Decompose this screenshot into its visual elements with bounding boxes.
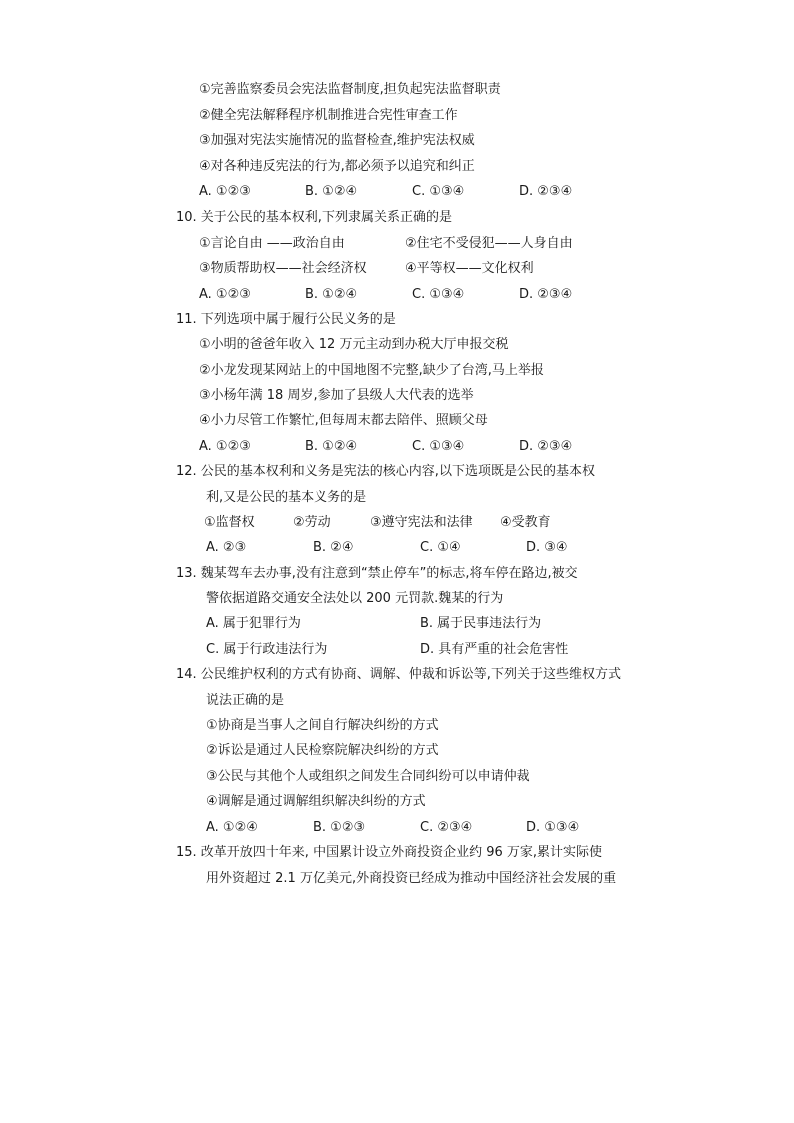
q12-stem-line-2: 利,又是公民的基本义务的是	[206, 490, 367, 505]
q10-option-a: A. ①②③	[199, 287, 251, 302]
q13-option-a: A. 属于犯罪行为	[206, 616, 301, 631]
q14-option-b: B. ①②③	[313, 820, 366, 835]
q14-option-a: A. ①②④	[206, 820, 258, 835]
q10-item-3: ③物质帮助权——社会经济权	[199, 261, 367, 276]
q11-item-4: ④小力尽管工作繁忙,但每周末都去陪伴、照顾父母	[199, 413, 488, 428]
q15-stem-line-2: 用外资超过 2.1 万亿美元,外商投资已经成为推动中国经济社会发展的重	[206, 871, 617, 886]
q9-option-d: D. ②③④	[519, 184, 573, 199]
q9-item-1: ①完善监察委员会宪法监督制度,担负起宪法监督职责	[199, 82, 501, 97]
q9-item-2: ②健全宪法解释程序机制推进合宪性审查工作	[199, 108, 458, 123]
q12-option-b: B. ②④	[313, 540, 354, 555]
q14-stem-line-2: 说法正确的是	[206, 693, 285, 708]
q10-option-c: C. ①③④	[412, 287, 465, 302]
q12-item-2: ②劳动	[293, 515, 331, 530]
q10-option-d: D. ②③④	[519, 287, 573, 302]
q12-item-1: ①监督权	[204, 515, 255, 530]
q10-item-4: ④平等权——文化权利	[405, 261, 534, 276]
q12-option-d: D. ③④	[526, 540, 568, 555]
q11-item-1: ①小明的爸爸年收入 12 万元主动到办税大厅申报交税	[199, 337, 509, 352]
q12-stem-line-1: 12. 公民的基本权利和义务是宪法的核心内容,以下选项既是公民的基本权	[176, 464, 595, 479]
q9-item-3: ③加强对宪法实施情况的监督检查,维护宪法权威	[199, 133, 475, 148]
q13-stem-line-2: 警依据道路交通安全法处以 200 元罚款.魏某的行为	[206, 591, 504, 606]
q11-option-a: A. ①②③	[199, 439, 251, 454]
q13-stem-line-1: 13. 魏某驾车去办事,没有注意到“禁止停车”的标志,将车停在路边,被交	[176, 566, 578, 581]
q13-option-d: D. 具有严重的社会危害性	[420, 642, 569, 657]
q14-item-3: ③公民与其他个人或组织之间发生合同纠纷可以申请仲裁	[206, 769, 530, 784]
q12-item-3: ③遵守宪法和法律	[370, 515, 473, 530]
q11-option-d: D. ②③④	[519, 439, 573, 454]
q14-option-c: C. ②③④	[420, 820, 473, 835]
q11-item-3: ③小杨年满 18 周岁,参加了县级人大代表的选举	[199, 388, 474, 403]
q15-stem-line-1: 15. 改革开放四十年来, 中国累计设立外商投资企业约 96 万家,累计实际使	[176, 845, 603, 860]
q14-item-4: ④调解是通过调解组织解决纠纷的方式	[206, 794, 426, 809]
q11-option-c: C. ①③④	[412, 439, 465, 454]
q11-stem: 11. 下列选项中属于履行公民义务的是	[176, 312, 396, 327]
q12-option-a: A. ②③	[206, 540, 247, 555]
q10-stem: 10. 关于公民的基本权利,下列隶属关系正确的是	[176, 210, 452, 225]
q14-item-1: ①协商是当事人之间自行解决纠纷的方式	[206, 718, 439, 733]
q12-item-4: ④受教育	[500, 515, 551, 530]
q13-option-b: B. 属于民事违法行为	[420, 616, 542, 631]
q12-option-c: C. ①④	[420, 540, 461, 555]
q9-option-a: A. ①②③	[199, 184, 251, 199]
q9-option-b: B. ①②④	[305, 184, 358, 199]
q14-stem-line-1: 14. 公民维护权利的方式有协商、调解、仲裁和诉讼等,下列关于这些维权方式	[176, 667, 621, 682]
q10-item-2: ②住宅不受侵犯——人身自由	[405, 236, 573, 251]
q14-option-d: D. ①③④	[526, 820, 580, 835]
q11-item-2: ②小龙发现某网站上的中国地图不完整,缺少了台湾,马上举报	[199, 363, 544, 378]
q10-option-b: B. ①②④	[305, 287, 358, 302]
q14-item-2: ②诉讼是通过人民检察院解决纠纷的方式	[206, 743, 439, 758]
q9-item-4: ④对各种违反宪法的行为,都必须予以追究和纠正	[199, 159, 475, 174]
q9-option-c: C. ①③④	[412, 184, 465, 199]
q10-item-1: ①言论自由 ——政治自由	[199, 236, 345, 251]
q11-option-b: B. ①②④	[305, 439, 358, 454]
q13-option-c: C. 属于行政违法行为	[206, 642, 328, 657]
